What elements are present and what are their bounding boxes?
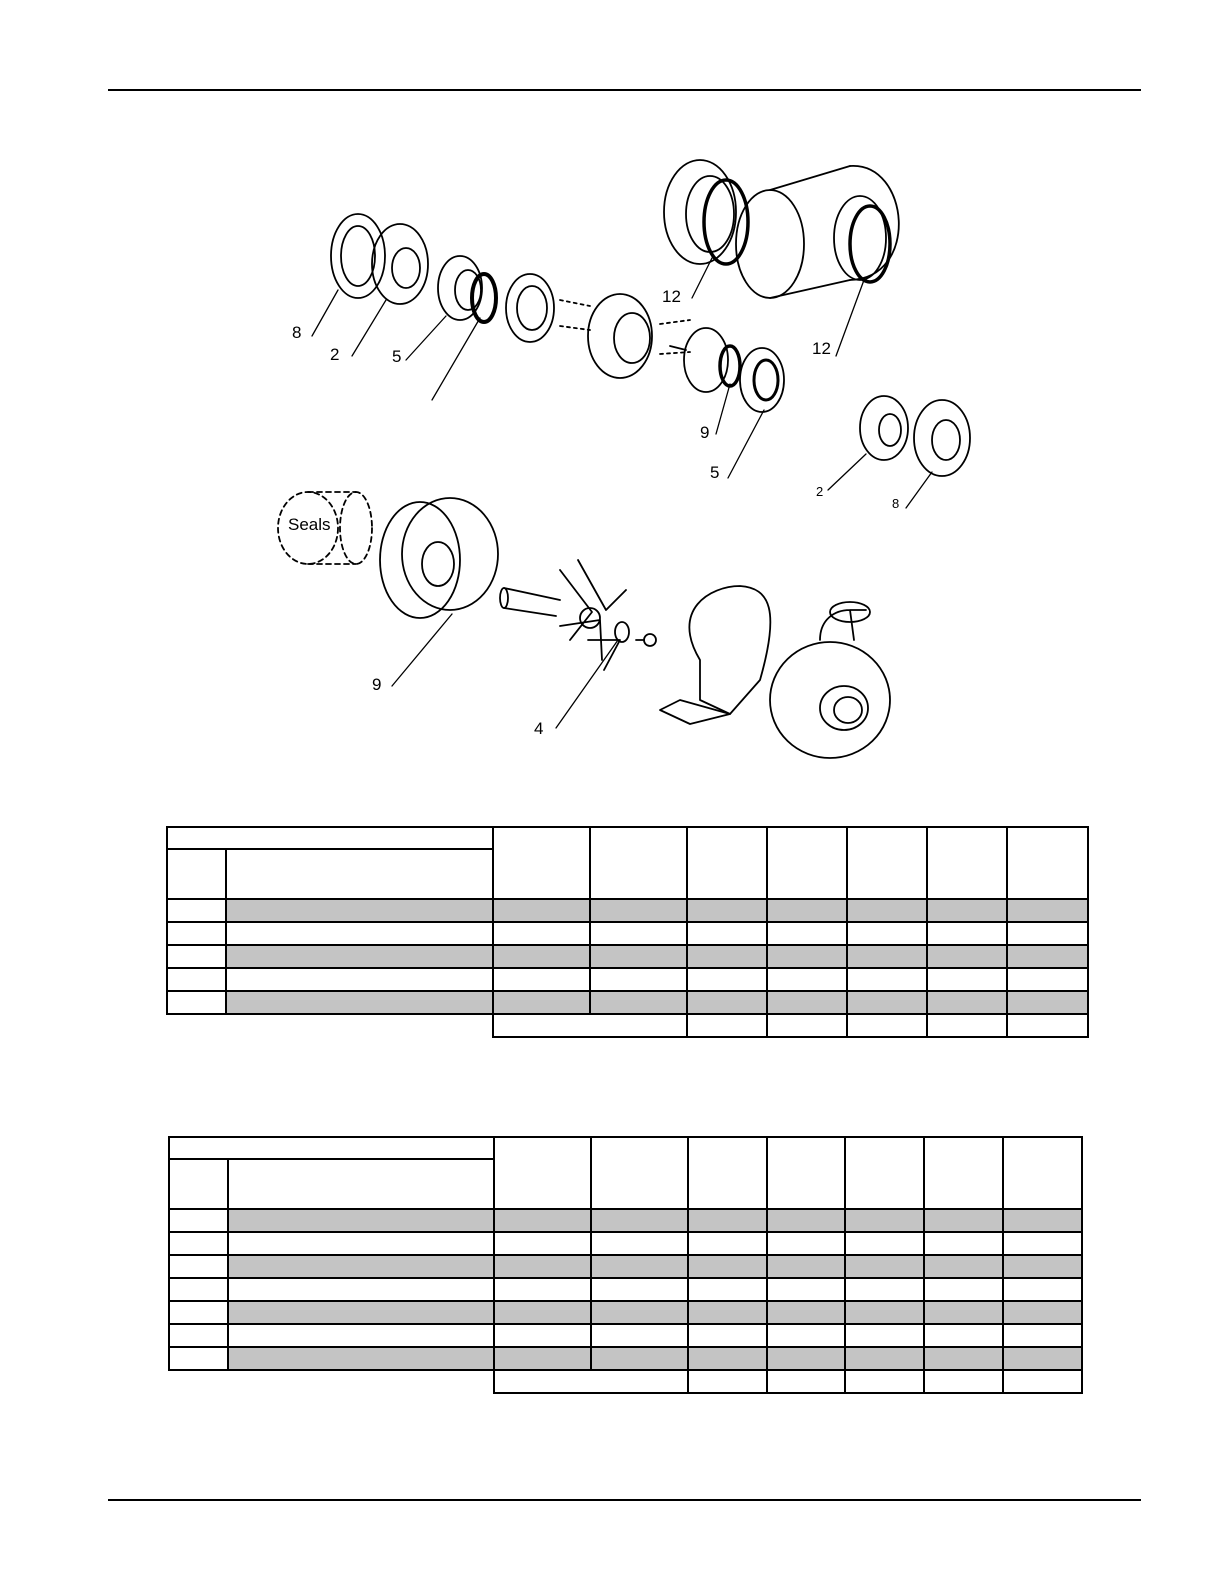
callout-5-mid: 5 (710, 463, 720, 482)
backplate (380, 498, 498, 618)
seal-holder-center (560, 294, 690, 378)
header-cell (924, 1137, 1003, 1209)
callout-labels (288, 287, 899, 738)
callout-9-bottom: 9 (372, 675, 382, 694)
table-row (169, 1301, 1082, 1324)
callout-5-top: 5 (392, 347, 402, 366)
callout-8-right: 8 (892, 496, 900, 511)
drive-collar-left (506, 274, 554, 342)
seat-2-left (372, 224, 428, 304)
parts-table-1 (166, 826, 1089, 1038)
header-row (169, 1137, 1082, 1159)
seat-2-right (860, 396, 908, 460)
table-row (169, 1255, 1082, 1278)
table-row (167, 945, 1088, 968)
gasket-12-right (850, 206, 890, 282)
header-cell (767, 1137, 845, 1209)
header-cell (845, 1137, 924, 1209)
footer-rule (108, 1499, 1141, 1501)
seal-ring-8-right (914, 400, 970, 476)
o-ring-9-right (720, 346, 740, 386)
o-ring-4 (615, 622, 629, 642)
header-cell (226, 849, 493, 899)
callout-9-mid: 9 (700, 423, 710, 442)
header-cell (590, 827, 687, 899)
callout-leaders (312, 258, 932, 728)
gasket-12-left (704, 180, 748, 264)
header-cell (228, 1159, 494, 1209)
header-cell (167, 827, 493, 849)
header-cell (1003, 1137, 1082, 1209)
total-row (167, 1014, 1088, 1037)
shaft-impeller (500, 560, 626, 670)
header-cell (767, 827, 847, 899)
seal-housing-cylinder (736, 166, 899, 298)
table-row (169, 1209, 1082, 1232)
callout-seals: Seals (288, 515, 331, 534)
table-row (169, 1278, 1082, 1301)
callout-2-top: 2 (330, 345, 340, 364)
header-rule (108, 89, 1141, 91)
callout-8-top: 8 (292, 323, 302, 342)
table-row (167, 899, 1088, 922)
callout-4-bottom: 4 (534, 719, 544, 738)
header-cell (687, 827, 767, 899)
header-cell (167, 849, 226, 899)
flange-plate (664, 160, 736, 264)
table-row (169, 1232, 1082, 1255)
clamp (660, 586, 770, 724)
header-cell (1007, 827, 1088, 899)
table-row (169, 1324, 1082, 1347)
total-label-cell (493, 1014, 687, 1037)
header-row (167, 827, 1088, 849)
total-label-cell (494, 1370, 688, 1393)
table-row (167, 922, 1088, 945)
header-cell (688, 1137, 767, 1209)
header-cell (927, 827, 1007, 899)
seal-face-5-right (740, 348, 784, 412)
o-ring-left (472, 274, 496, 322)
table-row (167, 991, 1088, 1014)
impeller-bolt (636, 634, 656, 646)
table-row (167, 968, 1088, 991)
header-cell (493, 827, 590, 899)
exploded-pump-diagram (260, 140, 1000, 780)
total-row (169, 1370, 1082, 1393)
table-row (169, 1347, 1082, 1370)
pump-casing (770, 602, 890, 758)
callout-12-left: 12 (662, 287, 681, 306)
header-cell (847, 827, 927, 899)
header-cell (169, 1137, 494, 1159)
header-cell (169, 1159, 228, 1209)
header-cell (591, 1137, 688, 1209)
callout-12-right: 12 (812, 339, 831, 358)
header-cell (494, 1137, 591, 1209)
parts-table-2 (168, 1136, 1083, 1394)
callout-2-right: 2 (816, 484, 824, 499)
